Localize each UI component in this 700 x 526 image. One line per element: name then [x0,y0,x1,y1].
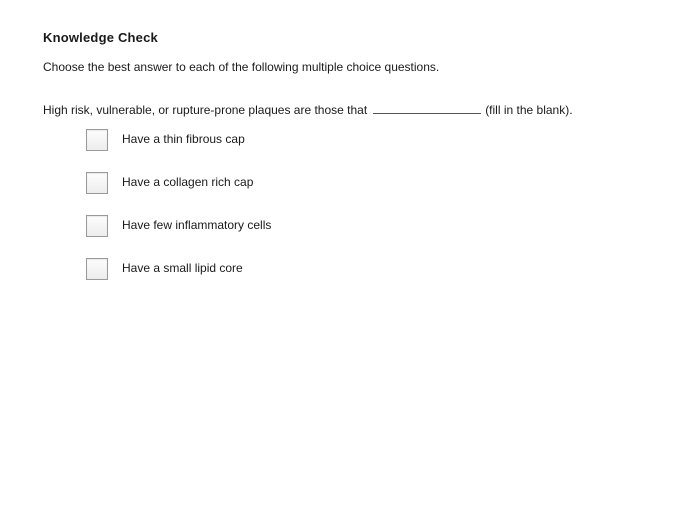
option-4-checkbox[interactable] [86,258,108,280]
fill-in-blank-line [373,103,481,114]
question-prompt [43,103,573,117]
option-3-label[interactable]: Have few inflammatory cells [122,218,272,232]
question-text-after: (fill in the blank). [485,103,573,117]
page-title: Knowledge Check [43,30,158,45]
option-2-checkbox[interactable] [86,172,108,194]
option-2-label[interactable]: Have a collagen rich cap [122,175,254,189]
question-text-before: High risk, vulnerable, or rupture-prone plaques are those that [43,103,368,117]
answer-option-1[interactable] [86,127,245,153]
option-1-label[interactable]: Have a thin fibrous cap [122,132,245,146]
instructions-text: Choose the best answer to each of the following multiple choice questions. [43,60,440,74]
answer-option-3[interactable] [86,213,271,239]
option-1-checkbox[interactable] [86,129,108,151]
option-4-label[interactable]: Have a small lipid core [122,261,243,275]
answer-option-4[interactable] [86,256,243,282]
answer-option-2[interactable] [86,170,253,196]
option-3-checkbox[interactable] [86,215,108,237]
